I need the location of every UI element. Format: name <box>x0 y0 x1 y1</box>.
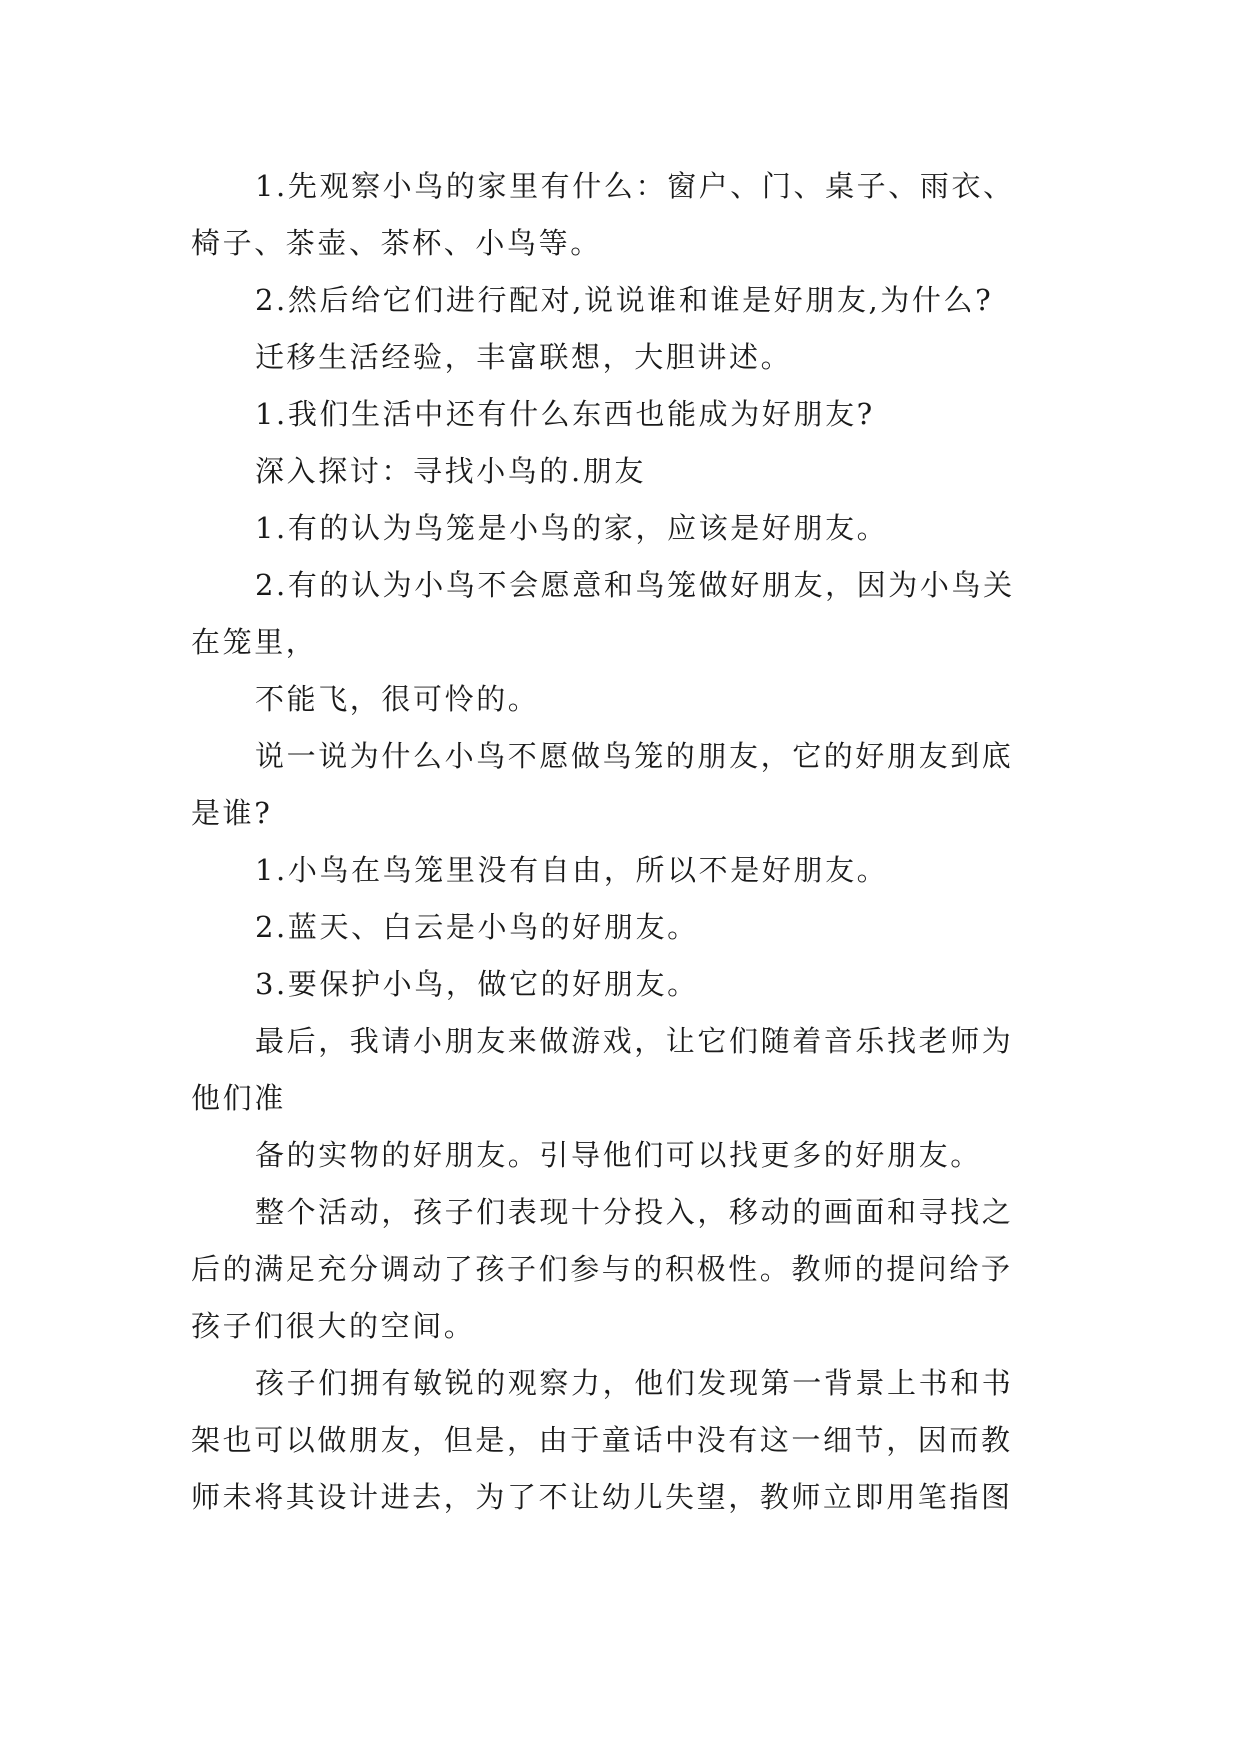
text-line: 在笼里， <box>191 625 318 659</box>
text-line: 整个活动，孩子们表现十分投入，移动的画面和寻找之 <box>255 1195 1014 1229</box>
text-line: 1.我们生活中还有什么东西也能成为好朋友? <box>255 397 875 431</box>
text-line: 1.先观察小鸟的家里有什么：窗户、门、桌子、雨衣、 <box>255 169 1015 203</box>
text-line: 迁移生活经验，丰富联想，大胆讲述。 <box>255 340 793 374</box>
text-line: 孩子们很大的空间。 <box>191 1309 476 1343</box>
text-line: 备的实物的好朋友。引导他们可以找更多的好朋友。 <box>255 1138 982 1172</box>
text-line: 2.蓝天、白云是小鸟的好朋友。 <box>255 910 699 944</box>
text-line: 说一说为什么小鸟不愿做鸟笼的朋友，它的好朋友到底 <box>255 739 1014 773</box>
text-line: 最后，我请小朋友来做游戏，让它们随着音乐找老师为 <box>255 1024 1014 1058</box>
text-line: 架也可以做朋友，但是，由于童话中没有这一细节，因而教 <box>191 1423 1013 1457</box>
text-line: 深入探讨：寻找小鸟的.朋友 <box>255 454 647 488</box>
text-line: 椅子、茶壶、茶杯、小鸟等。 <box>191 226 602 260</box>
text-line: 后的满足充分调动了孩子们参与的积极性。教师的提问给予 <box>191 1252 1013 1286</box>
text-line: 他们准 <box>191 1081 286 1115</box>
text-line: 不能飞，很可怜的。 <box>255 682 540 716</box>
text-line: 2.然后给它们进行配对,说说谁和谁是好朋友,为什么? <box>255 283 994 317</box>
text-line: 是谁? <box>191 796 273 830</box>
text-line: 2.有的认为小鸟不会愿意和鸟笼做好朋友，因为小鸟关 <box>255 568 1015 602</box>
text-line: 师未将其设计进去，为了不让幼儿失望，教师立即用笔指图 <box>191 1480 1013 1514</box>
text-line: 1.小鸟在鸟笼里没有自由，所以不是好朋友。 <box>255 853 889 887</box>
text-line: 孩子们拥有敏锐的观察力，他们发现第一背景上书和书 <box>255 1366 1014 1400</box>
text-line: 1.有的认为鸟笼是小鸟的家，应该是好朋友。 <box>255 511 889 545</box>
text-line: 3.要保护小鸟，做它的好朋友。 <box>255 967 699 1001</box>
